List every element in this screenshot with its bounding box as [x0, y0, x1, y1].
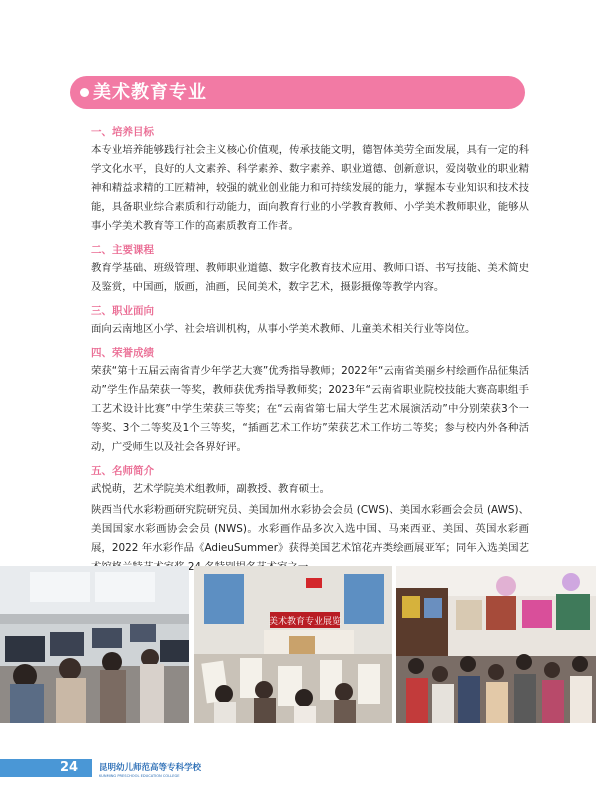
section-main-courses [91, 243, 529, 297]
logo-text: 昆明幼儿师范高等专科学校 [99, 763, 202, 773]
section-title: 三、职业面向 [91, 305, 154, 317]
section-honors [91, 346, 529, 457]
section-paragraph: 教育学基础、班级管理、教师职业道德、数字化教育技术应用、教师口语、书写技能、美术简史及鉴赏，中国画，版画，油画，民间美术，数字艺术，摄影摄像等教学内容。 [91, 262, 529, 293]
section-title: 二、主要课程 [91, 244, 154, 256]
bullet-dot-icon [80, 88, 89, 97]
exhibition-banner-text: 美术教育专业展览 [268, 617, 342, 627]
section-paragraph: 陕西当代水彩粉画研究院研究员、美国加州水彩协会会员 (CWS)、美国水彩画会会员 (AWS)、美国国家水彩画协会会员 (NWS)。水彩画作品多次入选中国、马来西亚、美国、英国水彩画展，2022 年水彩作品《AdieuSummer》获得美国艺术馆花卉类绘画展亚军；同年入选美国艺 [91, 504, 529, 554]
photo-art-exhibition [396, 566, 596, 723]
photo-computer-lab [0, 566, 189, 723]
section-title: 四、荣誉成绩 [91, 347, 154, 359]
section-paragraph: 面向云南地区小学、社会培训机构，从事小学美术教师、儿童美术相关行业等岗位。 [91, 323, 476, 335]
section-paragraph: 武悦萌，艺术学院美术组教师，副教授、教育硕士。 [91, 483, 330, 495]
main-content [91, 125, 529, 577]
logo-subtext: KUNMING PRESCHOOL EDUCATION COLLEGE [99, 774, 180, 778]
photo-sketch-class [194, 566, 392, 723]
page-title: 美术教育专业 [93, 82, 207, 103]
section-training-goal [91, 125, 529, 236]
photo-strip [0, 566, 596, 723]
section-title: 五、名师简介 [91, 465, 154, 477]
footer-bar [0, 759, 92, 777]
page-number: 24 [60, 760, 79, 775]
section-title: 一、培养目标 [91, 126, 154, 138]
section-paragraph: 本专业培养能够践行社会主义核心价值观，传承技能文明，德智体美劳全面发展，具有一定的科学文化水平，良好的人文素养、科学素养、数字素养、职业道德、创新意识，爱岗敬业的职业精神和精益求精的工匠精神，较强的就业创业能力和可持续发展的能力，掌握本专业知识和技术技能，具备职业综合素质和行动能力，面向教育行业的小学教育教师、小学美术教师职业，能够从事小学美术教育等工作的高素质教育工作者。 [91, 144, 529, 232]
section-teacher-profile [91, 464, 529, 577]
college-logo [99, 759, 209, 779]
section-career-orientation [91, 304, 529, 339]
section-paragraph: 荣获“第十五届云南省青少年学艺大赛”优秀指导教师；2022年“云南省美丽乡村绘画作品征集活动”学生作品荣获一等奖，教师获优秀指导教师奖；2023年“云南省职业院校技能大赛高职组手工艺术设计比赛”中学生荣获三等奖；在“云南省第七届大学生艺术展演活动”中分别荣获3个一等奖、3个二等奖及1个三等奖，“插画艺术工作坊”荣获艺术工作坊二等奖；参与校内外各种活动，广受师生以及社会各界好评。 [91, 365, 529, 453]
